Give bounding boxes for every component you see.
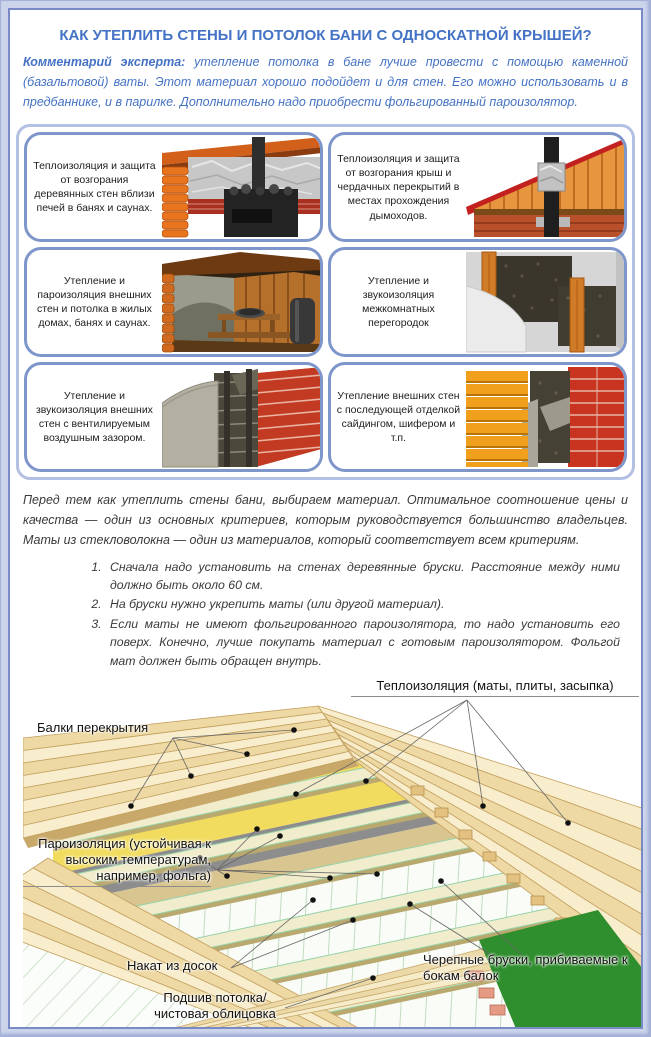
card-text: Теплоизоляция и защита от возгорания крыш и чердачных перекрытий в местах прохождения дымоходов. — [337, 152, 460, 222]
sauna-interior-svg — [162, 250, 322, 354]
banya-stove-svg — [162, 135, 322, 239]
partition-wool-svg — [466, 250, 626, 354]
siding-wall-insulation-svg — [466, 365, 626, 469]
card-text: Утепление внешних стен с последующей отделкой сайдингом, шифером и т.п. — [336, 389, 461, 445]
expert-comment-label: Комментарий эксперта: — [23, 55, 186, 69]
card-ventilated-gap-insulation — [24, 362, 323, 472]
card-roof-chimney-protection — [328, 132, 627, 242]
card-siding-finish-insulation — [328, 362, 627, 472]
brick-wall-insulation-svg — [162, 365, 322, 469]
expert-comment — [23, 53, 628, 112]
card-walls-ceiling-insulation — [24, 247, 323, 357]
banya-stove-illustration-icon — [162, 135, 322, 239]
roof-chimney-svg — [466, 135, 626, 239]
brick-wall-insulation-illustration-icon — [162, 365, 322, 469]
card-text: Утепление и звукоизоляция внешних стен с вентилируемым воздушным зазором. — [35, 389, 153, 445]
diagram-label-ceiling-lining: Подшив потолка/ чистовая облицовка — [154, 990, 276, 1021]
steps-list — [105, 558, 620, 671]
diagram-label-skull-bars: Черепные бруски, прибиваемые к бокам балок — [423, 952, 628, 983]
card-partition-soundproofing — [328, 247, 627, 357]
document-page — [8, 8, 643, 1029]
roof-chimney-illustration-icon — [466, 135, 626, 239]
application-cards-panel — [16, 124, 635, 480]
page-title: КАК УТЕПЛИТЬ СТЕНЫ И ПОТОЛОК БАНИ С ОДНОСКАТНОЙ КРЫШЕЙ? — [59, 27, 592, 44]
step-item: 3. Если маты не имеют фольгированного пароизолятора, то надо установить его поверх. Конечно, лучше покупать материал с готовым пароизолятором. Фольгой мат должен быть обращен внутрь. — [105, 615, 620, 670]
diagram-label-board-deck: Накат из досок — [127, 958, 218, 974]
step-item: 1. Сначала надо установить на стенах деревянные бруски. Расстояние между ними должно быть около 60 см. — [105, 558, 620, 595]
card-text: Теплоизоляция и защита от возгорания деревянных стен вблизи печей в банях и саунах. — [33, 159, 156, 215]
siding-wall-insulation-illustration-icon — [466, 365, 626, 469]
diagram-label-thermal-insulation: Теплоизоляция (маты, плиты, засыпка) — [351, 678, 639, 697]
card-text: Утепление и пароизоляция внешних стен и потолка в жилых домах, банях и саунах. — [37, 274, 152, 330]
diagram-label-vapor-barrier: Пароизоляция (устойчивая к высоким температурам, например, фольга) — [23, 836, 211, 887]
expert-comment-text: утепление потолка в бане лучше провести с помощью каменной (базальтовой) ваты. Этот материал хорошо подойдет и для стен. Его можно использовать и в предбаннике, и в парилке. Дополнительно надо приобрести фольгированный пароизолятор. — [23, 55, 628, 109]
construction-diagram — [23, 678, 642, 1029]
body-paragraph: Перед тем как утеплить стены бани, выбираем материал. Оптимальное соотношение цены и качества — один из основных критериев, которым руководствуется большинство владельцев. Маты из стекловолокна — один из материалов, который соответствует всем критериям. — [23, 493, 628, 547]
card-text: Утепление и звукоизоляция межкомнатных перегородок — [362, 274, 435, 330]
step-item: 2. На бруски нужно укрепить маты (или другой материал). — [105, 595, 620, 613]
card-stove-protection — [24, 132, 323, 242]
diagram-label-floor-beams: Балки перекрытия — [37, 720, 149, 736]
partition-wool-illustration-icon — [466, 250, 626, 354]
sauna-interior-illustration-icon — [162, 250, 322, 354]
